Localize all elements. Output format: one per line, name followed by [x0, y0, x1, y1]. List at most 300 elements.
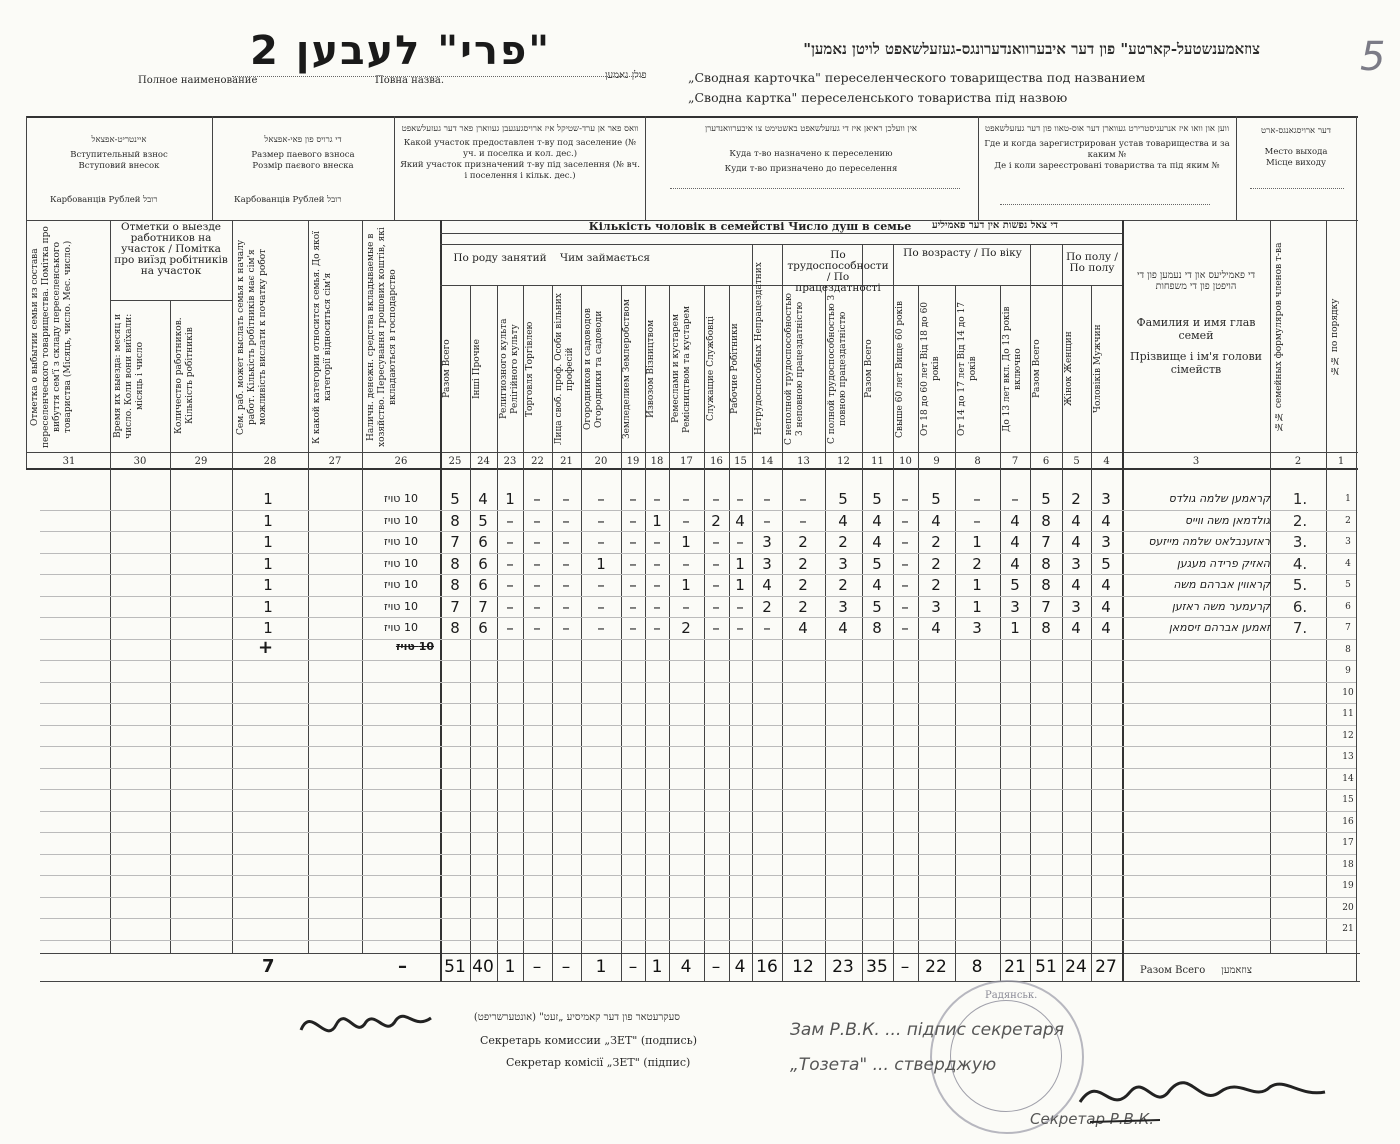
colnum-19: 19 — [626, 456, 640, 467]
table-cell: 5 — [1041, 490, 1051, 508]
table-cell: 4 — [1071, 533, 1081, 551]
col-6-header: Разом Всего — [1032, 339, 1042, 399]
table-cell: 5 — [1010, 576, 1020, 594]
table-cell: – — [562, 554, 570, 573]
row-line — [40, 854, 1356, 855]
table-cell: – — [506, 619, 514, 637]
info-box-charter: ווען און וואו איז אנרעגיסטרירט געווארן דער אוס-טאוו פון דער געזעלשאפט Где и когда зарегистрирован устав товарищества и за каким № Де і коли зареєстровані товариства та під яким № — [984, 124, 1230, 171]
table-cell: – — [533, 511, 541, 530]
table-cell: 4 — [1010, 554, 1020, 573]
table-cell: – — [712, 533, 720, 551]
table-cell: – — [562, 533, 570, 551]
row-line — [40, 918, 1356, 919]
colnum-31: 31 — [62, 456, 76, 467]
row-line — [40, 875, 1356, 876]
table-cell: – — [597, 533, 605, 551]
row-line — [40, 617, 1356, 618]
workers-count: 1 — [263, 511, 273, 530]
table-cell: 3 — [1010, 597, 1020, 616]
row-line — [40, 553, 1356, 554]
group-header-occupation-sub: Чим займається — [560, 252, 650, 264]
total-cell: 1 — [504, 957, 516, 977]
table-cell: – — [506, 511, 514, 530]
colnum-23: 23 — [503, 456, 517, 467]
row-line — [40, 510, 1356, 511]
workers-count: 1 — [263, 490, 273, 508]
totals-label: Разом Всего — [1140, 965, 1206, 976]
workers-count: 1 — [263, 619, 273, 637]
colnum-11: 11 — [871, 456, 884, 467]
table-cell: 2 — [798, 597, 808, 616]
handwritten-name: "פרי" לעבען 2 — [250, 28, 552, 74]
table-cell: 6 — [478, 576, 488, 594]
table-cell: – — [653, 533, 661, 551]
table-cell: – — [629, 533, 637, 551]
secretary-uk: Секретар комісії „ЗЕТ" (підпис) — [506, 1056, 691, 1069]
table-cell: 7 — [1041, 597, 1051, 616]
family-head-name: זאמען אברהם זיסמאן — [1168, 621, 1270, 634]
funds-value: 10 טויז — [384, 513, 418, 527]
table-cell: – — [653, 576, 661, 594]
colnum-18: 18 — [650, 456, 664, 467]
table-cell: 2 — [798, 576, 808, 594]
stamp-text: Радянськ. — [985, 990, 1038, 1001]
table-cell: – — [901, 576, 909, 594]
table-cell: 4 — [838, 619, 848, 637]
workers-count: 1 — [263, 554, 273, 573]
table-cell: 8 — [1041, 554, 1051, 573]
russian-title: „Сводная карточка" переселенческого товарищества под названием — [688, 70, 1146, 85]
table-cell: 2 — [711, 511, 721, 530]
family-form-number: 5. — [1292, 576, 1308, 594]
col-24-header: Інші Прочие — [472, 339, 482, 399]
secretary-yiddish: סעקרעטאר פון דער קאמיסיע „זעט" (אונטערשריפט) — [473, 1012, 680, 1023]
families-header-ru: Фамилия и имя глав семей — [1136, 316, 1256, 342]
table-cell: 4 — [762, 576, 772, 594]
col-7-header: До 13 лет вкл. До 13 років включно — [1002, 306, 1023, 432]
table-cell: 3 — [931, 597, 941, 616]
colnum-20: 20 — [594, 456, 608, 467]
colnum-16: 16 — [710, 456, 723, 467]
table-cell: 6 — [478, 554, 488, 573]
funds-value: 10 טויז — [384, 578, 418, 591]
table-cell: – — [901, 554, 909, 573]
total-cell: 1 — [651, 957, 663, 977]
table-cell: 4 — [1101, 597, 1111, 616]
family-head-name: קראווין אברהם משה — [1173, 578, 1270, 591]
family-head-name: האזיק פרידה מעגען — [1176, 556, 1270, 570]
table-cell: – — [712, 597, 720, 616]
row-number: 5 — [1345, 580, 1351, 590]
colnum-8: 8 — [974, 456, 981, 467]
table-cell: – — [562, 576, 570, 594]
col-2-header: №№ семейных формуляров членов т-ва — [1274, 242, 1284, 432]
total-cell: 8 — [971, 957, 983, 977]
colnum-28: 28 — [263, 456, 277, 467]
label-full-name: Полное наименование — [138, 75, 258, 86]
table-cell: 5 — [838, 490, 848, 508]
col-11-header: Разом Всего — [864, 339, 874, 399]
col-27-header: К какой категории относится семья. До якої категорії відноситься сім'я — [312, 230, 333, 444]
table-cell: 2 — [931, 533, 941, 551]
total-c26: – — [398, 956, 407, 977]
total-c28: 7 — [262, 956, 275, 977]
table-cell: 3 — [972, 619, 982, 637]
family-head-name: גולדמאן משה ווייס — [1184, 513, 1270, 527]
total-cell: 22 — [925, 957, 947, 977]
row-line — [40, 574, 1356, 575]
row-number: 2 — [1345, 515, 1351, 526]
table-cell: – — [597, 597, 605, 616]
table-cell: – — [629, 511, 637, 530]
table-cell: – — [712, 619, 720, 637]
table-cell: 5 — [478, 511, 488, 530]
row-line — [40, 703, 1356, 704]
table-cell: 3 — [762, 554, 772, 573]
colnum-7: 7 — [1011, 456, 1019, 467]
table-cell: – — [506, 576, 514, 594]
total-cell: 40 — [472, 957, 494, 977]
col-28-header: Сем. раб. может выслать семья к началу работ. Кількість робітників має сім'я можливість вислати к початку робот — [236, 239, 268, 435]
funds-value: 10 טויז — [384, 621, 418, 634]
signature-right — [1070, 1062, 1330, 1132]
table-cell: – — [682, 554, 690, 573]
table-cell: 3 — [838, 554, 848, 573]
table-cell: – — [901, 511, 909, 530]
table-cell: 4 — [931, 619, 941, 637]
table-cell: 4 — [1071, 511, 1081, 530]
table-cell: 2 — [681, 619, 691, 637]
colnum-9: 9 — [933, 456, 940, 467]
table-cell: – — [506, 554, 514, 573]
table-cell: – — [629, 554, 637, 573]
table-cell: – — [533, 554, 541, 573]
col-29-header: Количество работников. Кількість робітників — [174, 317, 195, 435]
row-line — [40, 596, 1356, 597]
info-box-share-fee-foot: Карбованців Рублей רובל — [234, 195, 342, 205]
table-cell: – — [597, 619, 605, 637]
workers-count: 1 — [263, 576, 273, 594]
table-cell: 4 — [931, 511, 941, 530]
ukrainian-title: „Сводна картка" переселенського товариства під назвою — [688, 90, 1068, 105]
col-17-header: Ремеслами и кустарем Ремісництвом та кустарем — [671, 305, 692, 433]
corner-mark: 5 — [1360, 34, 1386, 80]
group-header-prework: Отметки о выезде работников на участок / Помітка про виїзд робітників на участок — [114, 221, 228, 277]
funds-value: 10 טויז — [384, 556, 418, 570]
family-form-number: 7. — [1292, 619, 1308, 637]
note-line-1: Зам Р.В.К. ... підпис секретаря — [790, 1020, 1064, 1040]
table-cell: – — [506, 533, 514, 551]
group-header-main-yiddish: די צאל נפשות אין דער פאמיליע — [932, 220, 1058, 231]
table-cell: 5 — [931, 490, 941, 508]
table-cell: 4 — [838, 511, 848, 530]
funds-value: 10 טויז — [384, 492, 418, 505]
col-30-header: Время их выезда: месяц и число. Коли вони виїхали: місяць і число — [113, 313, 145, 439]
table-cell: – — [736, 490, 744, 508]
table-cell: – — [901, 533, 909, 551]
funds-value: 10 טויז — [384, 599, 418, 613]
group-header-occupation: По роду занятий — [453, 252, 547, 264]
total-cell: 21 — [1004, 957, 1026, 977]
colnum-22: 22 — [531, 456, 544, 467]
table-cell: 5 — [450, 490, 460, 508]
family-form-number: 3. — [1292, 533, 1308, 551]
colnum-12: 12 — [837, 456, 850, 467]
table-cell: 1 — [681, 533, 691, 551]
table-cell: – — [562, 511, 570, 530]
table-cell: 8 — [1041, 511, 1051, 530]
row-number: 4 — [1345, 558, 1351, 569]
row-number: 1 — [1345, 494, 1351, 504]
table-cell: 3 — [1101, 533, 1111, 551]
table-cell: 6 — [478, 533, 488, 551]
note-line-3: Секретар Р.В.К. — [1030, 1110, 1155, 1128]
table-cell: – — [506, 597, 514, 616]
row-number: 17 — [1342, 838, 1354, 848]
col-14-header: Нетрудоспособных Непрацездатних — [754, 262, 764, 436]
family-form-number: 2. — [1292, 511, 1308, 530]
table-cell: – — [533, 490, 541, 508]
family-head-name: קראמען שלמה גולדס — [1168, 492, 1270, 505]
table-cell: 2 — [931, 576, 941, 594]
table-cell: – — [1011, 490, 1019, 508]
family-head-name: קרעמער משה ראזען — [1171, 599, 1270, 613]
workers-count: 1 — [263, 597, 273, 616]
table-cell: 3 — [1071, 554, 1081, 573]
row-number: 19 — [1342, 881, 1354, 891]
table-cell: 1 — [972, 533, 982, 551]
table-cell: 1 — [505, 490, 515, 508]
table-cell: – — [653, 619, 661, 637]
table-cell: – — [597, 490, 605, 508]
table-cell: – — [533, 597, 541, 616]
family-form-number: 4. — [1292, 554, 1308, 573]
table-cell: – — [763, 490, 771, 508]
total-cell: 23 — [832, 957, 854, 977]
table-cell: – — [736, 597, 744, 616]
col-16-header: Служащие Службовці — [706, 316, 716, 422]
table-cell: 2 — [762, 597, 772, 616]
label-yiddish-name: פולן נאמען — [605, 70, 647, 81]
table-cell: 4 — [1010, 511, 1020, 530]
col-12-header: С полной трудоспособностью З повною працездатністю — [827, 294, 848, 444]
col-18-header: Извозом Візництвом — [646, 319, 656, 419]
colnum-30: 30 — [133, 456, 147, 467]
colnum-17: 17 — [680, 456, 693, 467]
table-cell: 7 — [478, 597, 488, 616]
signature-right-icon — [1070, 1062, 1330, 1132]
total-cell: – — [532, 957, 542, 977]
colnum-21: 21 — [560, 456, 573, 467]
table-cell: 7 — [450, 533, 460, 551]
total-cell: 27 — [1095, 957, 1117, 977]
table-cell: 4 — [798, 619, 808, 637]
table-cell: – — [901, 490, 909, 508]
table-cell: – — [973, 490, 981, 508]
row-number: 20 — [1342, 902, 1354, 913]
table-cell: – — [653, 597, 661, 616]
colnum-10: 10 — [899, 456, 912, 467]
table-cell: 4 — [872, 533, 882, 551]
row-number: 9 — [1345, 666, 1351, 676]
table-cell: 7 — [1041, 533, 1051, 551]
col-10-header: Свыше 60 лет Вище 60 років — [895, 300, 905, 438]
family-head-name: ראזענבלאט שלמה מייזעס — [1148, 535, 1270, 548]
row-line — [40, 725, 1356, 726]
table-cell: 3 — [1101, 490, 1111, 508]
col-15-header: Рабочие Робітники — [730, 323, 740, 415]
col-31-header: Отметка о выбытии семьи из состава переселенческого товарищества. Помітка про вибуття сем'ї з складу переселенського товариства (Мiсяць, число. Mec. число.) — [30, 226, 73, 448]
table-cell: 2 — [931, 554, 941, 573]
colnum-3: 3 — [1192, 456, 1200, 467]
family-form-number: 1. — [1292, 490, 1308, 508]
total-cell: – — [900, 957, 910, 977]
col-21-header: Лица своб. проф. Особи вільних професій — [554, 293, 575, 445]
signature-left — [296, 1000, 436, 1050]
table-cell: 1 — [735, 576, 745, 594]
table-cell: 4 — [1071, 576, 1081, 594]
table-cell: – — [712, 490, 720, 508]
row-number: 10 — [1342, 687, 1354, 698]
table-cell: – — [629, 490, 637, 508]
total-cell: 51 — [444, 957, 466, 977]
total-cell: – — [561, 957, 571, 977]
table-cell: 1 — [681, 576, 691, 594]
row-line — [40, 897, 1356, 898]
table-cell: – — [736, 619, 744, 637]
row-line — [40, 639, 1356, 640]
colnum-1: 1 — [1337, 456, 1345, 467]
table-cell: 4 — [735, 511, 745, 530]
col-1-header: №№ по порядку — [1330, 298, 1340, 376]
table-cell: – — [597, 511, 605, 530]
table-cell: 4 — [872, 511, 882, 530]
total-cell: 4 — [734, 957, 746, 977]
total-cell: 4 — [680, 957, 692, 977]
table-cell: 1 — [972, 597, 982, 616]
table-cell: – — [629, 576, 637, 594]
table-cell: 1 — [652, 511, 662, 530]
col-19-header: Земледелием Землеробством — [622, 299, 632, 439]
col-22-header: Торговля Торгівлею — [525, 321, 535, 417]
colnum-4: 4 — [1103, 456, 1110, 467]
table-cell: – — [901, 597, 909, 616]
row-number: 11 — [1342, 709, 1354, 719]
total-cell: – — [628, 957, 638, 977]
colnum-24: 24 — [477, 456, 490, 467]
families-header-uk: Прізвище і ім'я голови сімейств — [1130, 350, 1262, 376]
row-line — [40, 746, 1356, 747]
table-cell: 4 — [1101, 576, 1111, 594]
table-cell: 4 — [1101, 619, 1111, 637]
total-cell: 35 — [866, 957, 888, 977]
table-cell: 4 — [478, 490, 488, 508]
colnum-14: 14 — [760, 456, 774, 467]
table-cell: – — [799, 511, 807, 530]
table-cell: – — [763, 511, 771, 530]
info-box-plot: וואס פאר אן ערד-שטיקל איז ארויסגעגעבן געווארן פאר דער געזעלשאפט Какой участок предоставлен т-ву под заселение (№ уч. и поселка и кол. дес.) Який участок призначений т-ву під заселення (№ вч. і поселення і кільк. дес.) — [400, 124, 640, 181]
total-cell: 51 — [1035, 957, 1057, 977]
row-line — [40, 811, 1356, 812]
row-line — [40, 682, 1356, 683]
col-13-header: С неполной трудоспособностью З неповною працездатністю — [784, 293, 805, 445]
total-cell: 12 — [792, 957, 814, 977]
table-cell: 8 — [450, 554, 460, 573]
colnum-27: 27 — [328, 456, 342, 467]
table-cell: – — [597, 576, 605, 594]
table-cell: – — [736, 533, 744, 551]
col-23-header: Религиозного культа Релігійного культу — [499, 318, 520, 420]
table-cell: 6 — [478, 619, 488, 637]
table-cell: 3 — [762, 533, 772, 551]
row-number: 14 — [1342, 773, 1354, 784]
table-cell: 4 — [1010, 533, 1020, 551]
table-cell: – — [973, 511, 981, 530]
table-cell: – — [712, 576, 720, 594]
total-cell: 16 — [756, 957, 778, 977]
table-cell: 8 — [872, 619, 882, 637]
signature-icon — [296, 1000, 436, 1050]
table-cell: 2 — [838, 576, 848, 594]
table-cell: 8 — [450, 619, 460, 637]
table-cell: – — [653, 554, 661, 573]
table-cell: – — [533, 533, 541, 551]
table-cell: 7 — [450, 597, 460, 616]
info-box-entry-fee-foot: Карбованців Рублей רובל — [50, 195, 158, 205]
table-cell: 1 — [596, 554, 606, 573]
group-header-age: По возрасту / По віку — [903, 247, 1022, 259]
col-4-header: Чоловіків Мужчин — [1093, 324, 1103, 414]
row-number: 12 — [1342, 730, 1354, 741]
row-line — [40, 940, 1356, 941]
table-cell: 4 — [1071, 619, 1081, 637]
table-cell: 1 — [1010, 619, 1020, 637]
name-underline — [232, 76, 642, 77]
col-8-header: От 14 до 17 лет Від 14 до 17 років — [957, 301, 978, 437]
row-number: 6 — [1345, 601, 1351, 612]
table-cell: – — [562, 597, 570, 616]
table-cell: – — [901, 619, 909, 637]
row-line — [40, 832, 1356, 833]
table-cell: – — [799, 490, 807, 508]
row-number: 3 — [1345, 537, 1351, 547]
group-header-main: Кількість чоловік в семействі Число душ в семье — [588, 220, 912, 233]
table-cell: 5 — [872, 490, 882, 508]
info-box-destination: אין וועלכן ראיאן איז די געזעלשאפט באשטימט צו איבערוואנדערן Куда т-во назначено к переселению Куди т-во призначено до переселення — [704, 124, 918, 174]
table-cell: – — [533, 576, 541, 594]
table-cell: 4 — [872, 576, 882, 594]
table-cell: – — [562, 490, 570, 508]
table-cell: – — [763, 619, 771, 637]
colnum-2: 2 — [1294, 456, 1302, 467]
workers-count: 1 — [263, 533, 273, 551]
row8-c26: 10 טויז — [395, 640, 434, 653]
row8-mark: + — [258, 637, 274, 658]
table-cell: 5 — [1101, 554, 1111, 573]
info-box-entry-fee: איינטריט-אפצאל Вступительный взнос Вступовий внесок — [70, 135, 168, 171]
colnum-25: 25 — [448, 456, 462, 467]
table-cell: 8 — [1041, 576, 1051, 594]
row-number: 18 — [1342, 859, 1354, 870]
label-new-name: Повна назва. — [375, 75, 445, 86]
row-number: 8 — [1345, 644, 1351, 655]
colnum-6: 6 — [1042, 456, 1050, 467]
total-cell: – — [711, 957, 721, 977]
table-cell: 8 — [450, 576, 460, 594]
table-cell: 3 — [1071, 597, 1081, 616]
table-cell: 2 — [1071, 490, 1081, 508]
funds-value: 10 טויז — [384, 535, 418, 548]
